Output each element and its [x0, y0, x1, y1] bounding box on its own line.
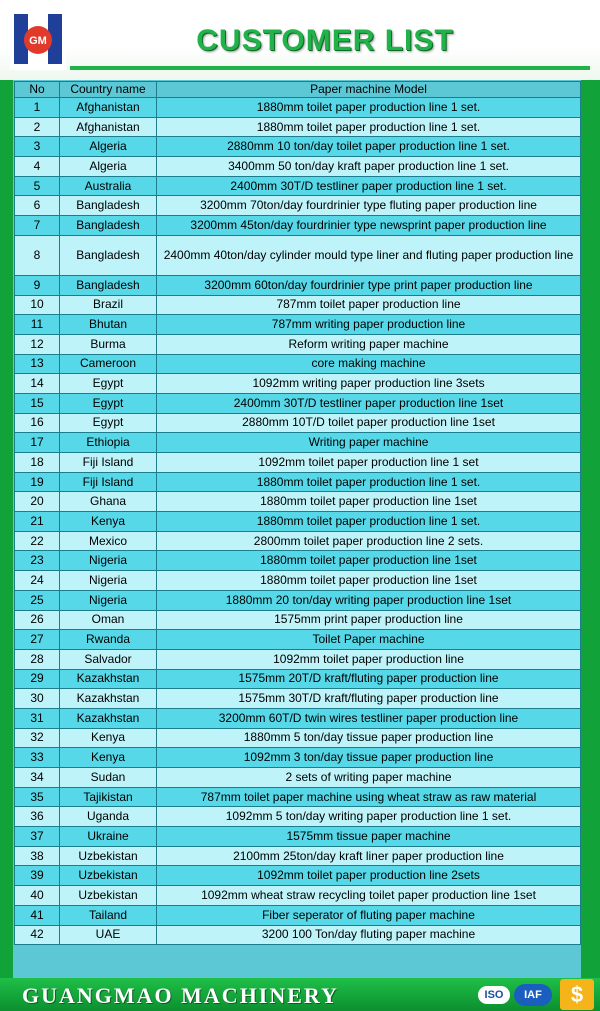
cell-model: 2 sets of writing paper machine	[157, 768, 581, 788]
cell-country: Bangladesh	[60, 196, 157, 216]
cell-model: 1880mm toilet paper production line 1set	[157, 571, 581, 591]
column-header-country: Country name	[60, 82, 157, 98]
table-row	[15, 176, 581, 196]
cell-no: 12	[15, 334, 60, 354]
cell-no: 40	[15, 886, 60, 906]
cell-no: 11	[15, 315, 60, 335]
cell-model: 1880mm 20 ton/day writing paper production line 1set	[157, 590, 581, 610]
cell-no: 30	[15, 689, 60, 709]
cell-no: 4	[15, 157, 60, 177]
cell-model: 1092mm 3 ton/day tissue paper production line	[157, 748, 581, 768]
cell-country: Mexico	[60, 531, 157, 551]
table-row	[15, 551, 581, 571]
cell-no: 15	[15, 393, 60, 413]
cell-country: Rwanda	[60, 630, 157, 650]
table-row	[15, 610, 581, 630]
logo-text: GM	[29, 35, 47, 47]
cell-country: Uganda	[60, 807, 157, 827]
table-row	[15, 728, 581, 748]
cell-country: Uzbekistan	[60, 886, 157, 906]
table-row	[15, 866, 581, 886]
iso-badge-icon: ISO	[478, 986, 510, 1004]
table-row	[15, 708, 581, 728]
table-row	[15, 886, 581, 906]
cell-model: 2880mm 10 ton/day toilet paper production line 1 set.	[157, 137, 581, 157]
cell-no: 33	[15, 748, 60, 768]
cell-model: 3200 100 Ton/day fluting paper machine	[157, 925, 581, 945]
cell-country: Egypt	[60, 413, 157, 433]
table-row	[15, 492, 581, 512]
table-row	[15, 590, 581, 610]
cell-model: 2100mm 25ton/day kraft liner paper production line	[157, 846, 581, 866]
cell-country: Kazakhstan	[60, 669, 157, 689]
table-row	[15, 630, 581, 650]
table-row	[15, 117, 581, 137]
cell-no: 36	[15, 807, 60, 827]
cell-model: 1880mm toilet paper production line 1set	[157, 492, 581, 512]
cell-model: 1575mm tissue paper machine	[157, 827, 581, 847]
cell-country: Bhutan	[60, 315, 157, 335]
table-row	[15, 472, 581, 492]
table-row	[15, 453, 581, 473]
table-row	[15, 827, 581, 847]
cell-model: 1092mm writing paper production line 3sets	[157, 374, 581, 394]
cell-model: 1880mm toilet paper production line 1 set.	[157, 512, 581, 532]
table-row	[15, 295, 581, 315]
cell-country: Ghana	[60, 492, 157, 512]
table-row	[15, 905, 581, 925]
cell-model: 2880mm 10T/D toilet paper production line 1set	[157, 413, 581, 433]
cell-country: Salvador	[60, 649, 157, 669]
table-body	[15, 98, 581, 945]
cell-country: UAE	[60, 925, 157, 945]
cell-model: 1880mm toilet paper production line 1 set.	[157, 472, 581, 492]
cell-no: 10	[15, 295, 60, 315]
cell-country: Bangladesh	[60, 216, 157, 236]
table-row	[15, 512, 581, 532]
cell-model: 2800mm toilet paper production line 2 sets.	[157, 531, 581, 551]
table-row	[15, 196, 581, 216]
cell-country: Sudan	[60, 768, 157, 788]
cell-country: Fiji Island	[60, 472, 157, 492]
cell-model: 1092mm toilet paper production line 2sets	[157, 866, 581, 886]
cell-no: 9	[15, 275, 60, 295]
cell-model: 3200mm 70ton/day fourdrinier type fluting paper production line	[157, 196, 581, 216]
cell-no: 3	[15, 137, 60, 157]
cell-no: 6	[15, 196, 60, 216]
table-row	[15, 275, 581, 295]
cell-country: Afghanistan	[60, 117, 157, 137]
cell-model: 1880mm toilet paper production line 1 set.	[157, 117, 581, 137]
cell-no: 26	[15, 610, 60, 630]
cell-no: 18	[15, 453, 60, 473]
cell-country: Egypt	[60, 374, 157, 394]
cell-country: Oman	[60, 610, 157, 630]
cell-model: 1092mm toilet paper production line	[157, 649, 581, 669]
cell-country: Kenya	[60, 512, 157, 532]
table-row	[15, 216, 581, 236]
table-row	[15, 768, 581, 788]
cell-no: 17	[15, 433, 60, 453]
cell-model: 787mm writing paper production line	[157, 315, 581, 335]
cell-model: 3200mm 45ton/day fourdrinier type newsprint paper production line	[157, 216, 581, 236]
cell-no: 16	[15, 413, 60, 433]
cell-country: Nigeria	[60, 590, 157, 610]
cell-no: 24	[15, 571, 60, 591]
cell-country: Burma	[60, 334, 157, 354]
cell-model: 1092mm toilet paper production line 1 set	[157, 453, 581, 473]
cell-model: 1575mm 20T/D kraft/fluting paper production line	[157, 669, 581, 689]
cell-country: Cameroon	[60, 354, 157, 374]
cell-model: 1575mm print paper production line	[157, 610, 581, 630]
cell-no: 20	[15, 492, 60, 512]
cell-country: Nigeria	[60, 551, 157, 571]
cell-country: Tailand	[60, 905, 157, 925]
table-row	[15, 531, 581, 551]
cell-country: Tajikistan	[60, 787, 157, 807]
cell-model: 2400mm 30T/D testliner paper production line 1 set.	[157, 176, 581, 196]
cell-no: 8	[15, 235, 60, 275]
cell-model: 787mm toilet paper production line	[157, 295, 581, 315]
table-row	[15, 669, 581, 689]
cell-no: 21	[15, 512, 60, 532]
table-row	[15, 334, 581, 354]
page-title: CUSTOMER LIST	[196, 24, 454, 57]
cell-country: Ukraine	[60, 827, 157, 847]
cell-country: Uzbekistan	[60, 866, 157, 886]
customer-table-container	[13, 80, 581, 978]
cell-model: 1092mm wheat straw recycling toilet paper production line 1set	[157, 886, 581, 906]
table-row	[15, 374, 581, 394]
table-row	[15, 137, 581, 157]
cell-no: 38	[15, 846, 60, 866]
cell-country: Uzbekistan	[60, 846, 157, 866]
cell-no: 23	[15, 551, 60, 571]
cell-no: 37	[15, 827, 60, 847]
cell-no: 35	[15, 787, 60, 807]
cell-model: Reform writing paper machine	[157, 334, 581, 354]
page-header	[0, 0, 600, 80]
cell-no: 32	[15, 728, 60, 748]
cell-model: Writing paper machine	[157, 433, 581, 453]
cell-country: Bangladesh	[60, 275, 157, 295]
cell-country: Algeria	[60, 157, 157, 177]
cell-no: 1	[15, 98, 60, 118]
company-name: GUANGMAO MACHINERY	[22, 983, 339, 1008]
table-row	[15, 689, 581, 709]
cell-no: 25	[15, 590, 60, 610]
cell-no: 39	[15, 866, 60, 886]
cell-no: 7	[15, 216, 60, 236]
table-row	[15, 748, 581, 768]
cell-no: 5	[15, 176, 60, 196]
column-header-no: No	[15, 82, 60, 98]
table-row	[15, 157, 581, 177]
cell-model: 3400mm 50 ton/day kraft paper production line 1 set.	[157, 157, 581, 177]
table-row	[15, 787, 581, 807]
cell-model: core making machine	[157, 354, 581, 374]
cell-model: Fiber seperator of fluting paper machine	[157, 905, 581, 925]
cell-country: Nigeria	[60, 571, 157, 591]
cell-country: Kazakhstan	[60, 689, 157, 709]
cell-no: 41	[15, 905, 60, 925]
cell-no: 13	[15, 354, 60, 374]
cell-model: Toilet Paper machine	[157, 630, 581, 650]
table-row	[15, 413, 581, 433]
table-row	[15, 98, 581, 118]
cell-model: 3200mm 60T/D twin wires testliner paper production line	[157, 708, 581, 728]
dollar-icon: $	[560, 979, 594, 1010]
cell-no: 19	[15, 472, 60, 492]
cell-no: 34	[15, 768, 60, 788]
table-header-row	[15, 82, 581, 98]
cell-country: Bangladesh	[60, 235, 157, 275]
cell-model: 1092mm 5 ton/day writing paper production line 1 set.	[157, 807, 581, 827]
cell-country: Egypt	[60, 393, 157, 413]
cell-country: Kenya	[60, 728, 157, 748]
table-row	[15, 433, 581, 453]
cell-no: 29	[15, 669, 60, 689]
table-row	[15, 925, 581, 945]
table-row	[15, 315, 581, 335]
cell-country: Afghanistan	[60, 98, 157, 118]
cell-model: 1880mm toilet paper production line 1 set.	[157, 98, 581, 118]
table-row	[15, 807, 581, 827]
customer-table	[14, 81, 581, 945]
cell-country: Kazakhstan	[60, 708, 157, 728]
column-header-model: Paper machine Model	[157, 82, 581, 98]
cell-no: 22	[15, 531, 60, 551]
cell-model: 787mm toilet paper machine using wheat straw as raw material	[157, 787, 581, 807]
cell-country: Ethiopia	[60, 433, 157, 453]
cell-model: 1880mm toilet paper production line 1set	[157, 551, 581, 571]
title-underline	[70, 66, 590, 70]
cell-model: 3200mm 60ton/day fourdrinier type print paper production line	[157, 275, 581, 295]
table-row	[15, 235, 581, 275]
table-row	[15, 393, 581, 413]
cell-country: Brazil	[60, 295, 157, 315]
cell-no: 31	[15, 708, 60, 728]
cell-no: 42	[15, 925, 60, 945]
cell-model: 2400mm 30T/D testliner paper production line 1set	[157, 393, 581, 413]
cell-model: 1880mm 5 ton/day tissue paper production line	[157, 728, 581, 748]
cell-no: 2	[15, 117, 60, 137]
cell-country: Australia	[60, 176, 157, 196]
cell-country: Algeria	[60, 137, 157, 157]
table-row	[15, 846, 581, 866]
cell-model: 1575mm 30T/D kraft/fluting paper production line	[157, 689, 581, 709]
table-row	[15, 354, 581, 374]
cell-country: Fiji Island	[60, 453, 157, 473]
cell-model: 2400mm 40ton/day cylinder mould type liner and fluting paper production line	[157, 235, 581, 275]
table-row	[15, 571, 581, 591]
cell-country: Kenya	[60, 748, 157, 768]
iaf-badge-icon: IAF	[514, 984, 552, 1006]
cell-no: 27	[15, 630, 60, 650]
cell-no: 14	[15, 374, 60, 394]
page-footer	[0, 978, 600, 1011]
table-row	[15, 649, 581, 669]
cell-no: 28	[15, 649, 60, 669]
